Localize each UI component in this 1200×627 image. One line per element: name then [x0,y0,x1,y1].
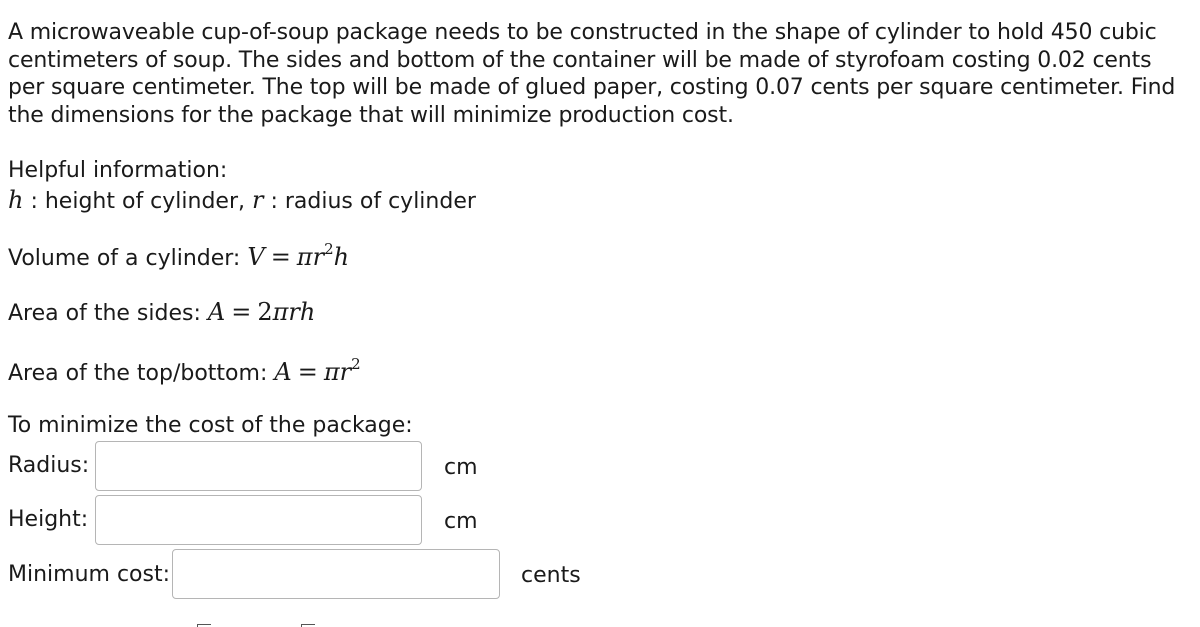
volume-label: Volume of a cylinder: [8,246,248,271]
minimum-cost-input[interactable] [172,549,500,599]
var-r: r [252,186,264,214]
variable-definitions [8,186,476,214]
topbottom-label: Area of the top/bottom: [8,361,275,386]
radius-input[interactable] [95,441,422,491]
sides-label: Area of the sides: [8,301,208,326]
volume-equation: $V = \pi r^2h$ [247,240,350,271]
topbottom-equation: $A = \pi r^2$ [274,355,361,386]
radius-label: Radius: [8,453,90,478]
answers-heading: To minimize the cost of the package: [8,413,413,438]
height-label: Height: [8,507,89,532]
sides-area-formula [8,298,315,326]
radius-unit: cm [444,455,478,480]
var-h: h [8,186,24,214]
height-unit: cm [444,509,478,534]
topbottom-area-formula [8,357,361,386]
helpful-heading: Helpful information: [8,158,228,183]
height-input[interactable] [95,495,422,545]
var-h-desc: : height of cylinder, [23,189,252,214]
problem-statement: A microwaveable cup-of-soup package needs to be constructed in the shape of cylinder to hold 450 cubic centimeters of soup. The sides and bottom of the container will be made of styrofoam costing 0.02 cents per square centimeter. The top will be made of glued paper, costing 0.07 cents per square centimeter. Find the dimensions for the package that will minimize production cost. [8,20,1176,128]
sides-equation: A = 2πrh [207,298,316,326]
volume-formula [8,242,349,271]
minimum-cost-label: Minimum cost: [8,562,171,587]
minimum-cost-unit: cents [521,563,581,588]
var-r-desc: : radius of cylinder [263,189,476,214]
